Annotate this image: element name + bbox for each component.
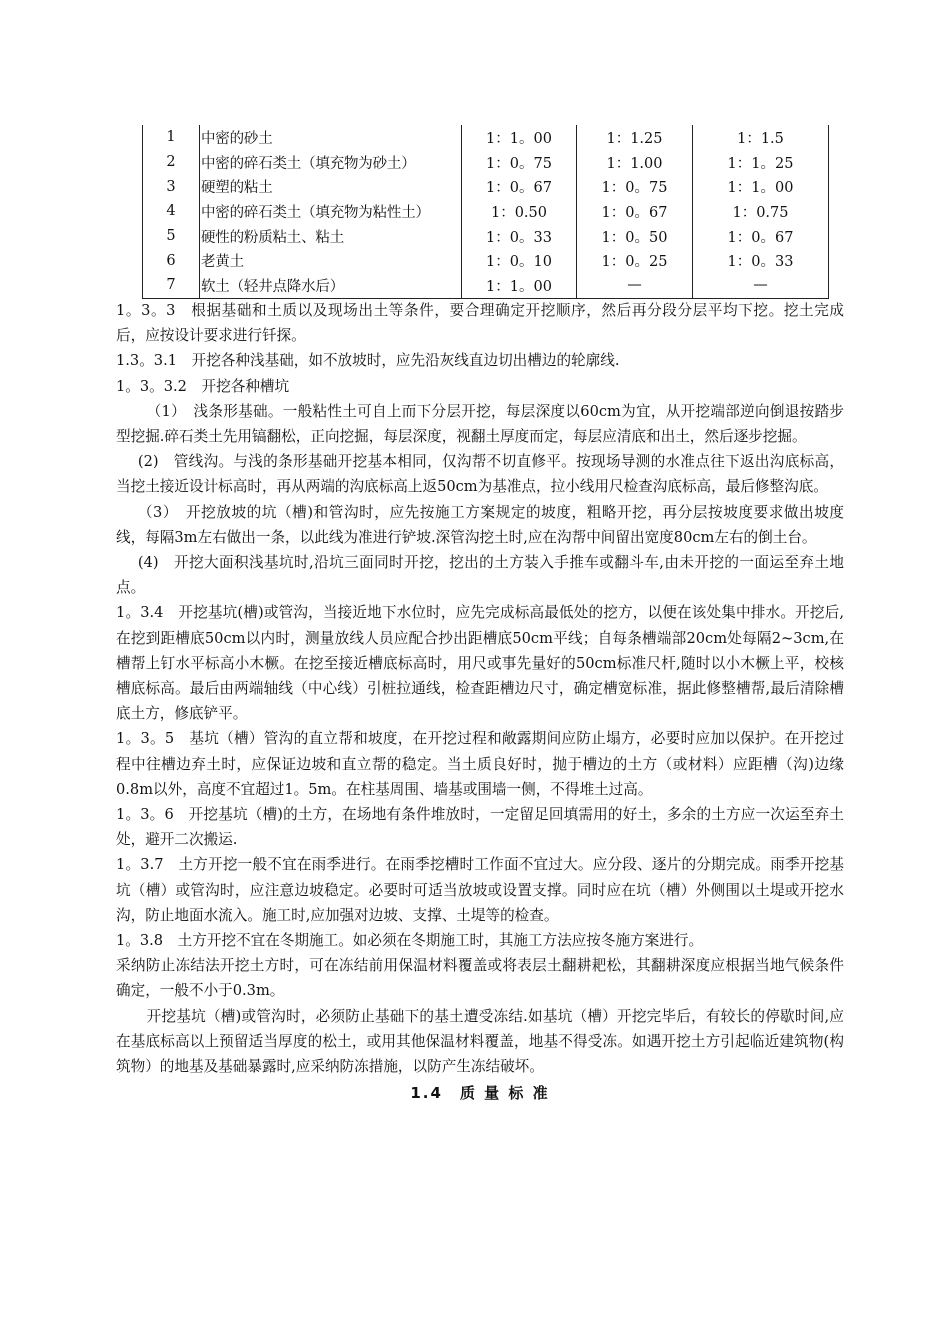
table-row	[143, 224, 829, 249]
row-number-cell: 2	[143, 150, 200, 175]
paragraph-1-3-3: 1。3。3 根据基础和土质以及现场出土等条件，要合理确定开挖顺序，然后再分段分层平均下挖。挖土完成后，应按设计要求进行钎探。	[116, 302, 844, 345]
paragraph-1-3-4: 1。3.4 开挖基坑(槽)或管沟，当接近地下水位时，应先完成标高最低处的挖方，以便在该处集中排水。开挖后,在挖到距槽底50cm以内时，测量放线人员应配合抄出距槽底50cm平线；自每条槽端部20cm处每隔2~3cm,在槽帮上钉水平标高小木橛。在挖至接近槽底标高时，用尺或事先量好的50cm标准尺杆,随时以小木橛上平，校核槽底标高。最后由两端轴线（中心线）引桩拉通线，检查距槽边尺寸，确定槽宽标准，据此修整槽帮,最后清除槽底土方，修底铲平。	[116, 604, 844, 723]
slope-ratio-3-cell: 1：1。00	[693, 174, 829, 199]
slope-ratio-2-cell: 1：0。75	[577, 174, 693, 199]
table-row	[143, 273, 829, 298]
row-number-cell: 6	[143, 248, 200, 273]
slope-ratio-3-cell: 1：1。25	[693, 150, 829, 175]
slope-ratio-1-cell: 1：1。00	[462, 125, 577, 150]
paragraph-1-3-8: 1。3.8 土方开挖不宜在冬期施工。如必须在冬期施工时，其施工方法应按冬施方案进行。	[116, 932, 704, 950]
slope-ratio-1-cell: 1：0。33	[462, 224, 577, 249]
row-number-cell: 4	[143, 199, 200, 224]
slope-ratio-table	[142, 125, 829, 299]
slope-ratio-2-cell: 1：1.00	[577, 150, 693, 175]
slope-ratio-3-cell: 1：0。33	[693, 248, 829, 273]
slope-ratio-1-cell: 1：1。00	[462, 273, 577, 298]
body-text	[116, 298, 844, 1107]
table-row	[143, 248, 829, 273]
row-number-cell: 5	[143, 224, 200, 249]
table-row	[143, 150, 829, 175]
soil-type-cell: 中密的砂土	[200, 125, 462, 150]
table-row	[143, 174, 829, 199]
paragraph-frost-protection: 开挖基坑（槽)或管沟时，必须防止基础下的基土遭受冻结.如基坑（槽）开挖完毕后，有较长的停歇时间,应在基底标高以上预留适当厚度的松土，或用其他保温材料覆盖，地基不得受冻。如遇开挖土方引起临近建筑物(构筑物）的地基及基础暴露时,应采纳防冻措施，以防产生冻结破坏。	[116, 1007, 844, 1076]
soil-type-cell: 硬性的粉质粘土、粘土	[200, 224, 462, 249]
slope-ratio-3-cell: —	[693, 273, 829, 298]
paragraph-1-3-7: 1。3.7 土方开挖一般不宜在雨季进行。在雨季挖槽时工作面不宜过大。应分段、逐片的分期完成。雨季开挖基坑（槽）或管沟时，应注意边坡稳定。必要时可适当放坡或设置支撑。同时应在坑（槽）外侧围以土堤或开挖水沟，防止地面水流入。施工时,应加强对边坡、支撑、土堤等的检查。	[116, 856, 844, 924]
soil-type-cell: 中密的碎石类土（填充物为粘性土）	[200, 199, 462, 224]
slope-ratio-1-cell: 1：0。75	[462, 150, 577, 175]
paragraph-1-3-6: 1。3。6 开挖基坑（槽)的土方，在场地有条件堆放时，一定留足回填需用的好土，多余的土方应一次运至弃土处，避开二次搬运.	[116, 806, 844, 849]
slope-ratio-1-cell: 1：0.50	[462, 199, 577, 224]
soil-type-cell: 软土（轻井点降水后）	[200, 273, 462, 298]
slope-ratio-2-cell: 1：1.25	[577, 125, 693, 150]
slope-ratio-1-cell: 1：0。67	[462, 174, 577, 199]
row-number-cell: 3	[143, 174, 200, 199]
paragraph-1-3-3-2: 1。3。3.2 开挖各种槽坑	[116, 377, 290, 395]
slope-ratio-2-cell: 1：0。67	[577, 199, 693, 224]
table-row	[143, 199, 829, 224]
paragraph-frost-method: 采纳防止冻结法开挖土方时，可在冻结前用保温材料覆盖或将表层土翻耕耙松，其翻耕深度应根据当地气候条件确定，一般不小于0.3m。	[116, 957, 844, 1000]
table-body	[143, 125, 829, 298]
row-number-cell: 1	[143, 125, 200, 150]
slope-ratio-2-cell: —	[577, 273, 693, 298]
soil-type-cell: 中密的碎石类土（填充物为砂土）	[200, 150, 462, 175]
slope-ratio-3-cell: 1：1.5	[693, 125, 829, 150]
paragraph-item-4: (4) 开挖大面积浅基坑时,沿坑三面同时开挖，挖出的土方装入手推车或翻斗车,由未开挖的一面运至弃土地点。	[116, 554, 844, 597]
paragraph-1-3-3-1: 1.3。3.1 开挖各种浅基础，如不放坡时，应先沿灰线直边切出槽边的轮廓线.	[116, 352, 620, 370]
soil-type-cell: 老黄土	[200, 248, 462, 273]
table-row	[143, 125, 829, 150]
slope-ratio-2-cell: 1：0。50	[577, 224, 693, 249]
section-title: 1.4 质 量 标 准	[410, 1084, 550, 1103]
paragraph-1-3-5: 1。3。5 基坑（槽）管沟的直立帮和坡度，在开挖过程和敞露期间应防止塌方，必要时应加以保护。在开挖过程中往槽边弃土时，应保证边坡和直立帮的稳定。当土质良好时，抛于槽边的土方（或材料）应距槽（沟)边缘0.8m以外，高度不宜超过1。5m。在柱基周围、墙基或围墙一侧，不得堆土过高。	[116, 730, 844, 798]
slope-ratio-3-cell: 1：0。67	[693, 224, 829, 249]
slope-ratio-3-cell: 1：0.75	[693, 199, 829, 224]
soil-type-cell: 硬塑的粘土	[200, 174, 462, 199]
slope-ratio-2-cell: 1：0。25	[577, 248, 693, 273]
row-number-cell: 7	[143, 273, 200, 298]
slope-ratio-1-cell: 1：0。10	[462, 248, 577, 273]
paragraph-item-3: （3） 开挖放坡的坑（槽)和管沟时，应先按施工方案规定的坡度，粗略开挖，再分层按坡度要求做出坡度线，每隔3m左右做出一条，以此线为准进行铲坡.深管沟挖土时,应在沟帮中间留出宽度80cm左右的倒土台。	[116, 503, 844, 546]
paragraph-item-1: （1） 浅条形基础。一般粘性土可自上而下分层开挖，每层深度以60cm为宜，从开挖端部逆向倒退按踏步型挖掘.碎石类土先用镐翻松，正向挖掘，每层深度，视翻土厚度而定，每层应清底和出土，然后逐步挖掘。	[116, 402, 844, 446]
paragraph-item-2: (2) 管线沟。与浅的条形基础开挖基本相同，仅沟帮不切直修平。按现场导测的水准点往下返出沟底标高，当挖土接近设计标高时，再从两端的沟底标高上返50cm为基准点，拉小线用尺检查沟底标高，最后修整沟底。	[116, 453, 844, 496]
